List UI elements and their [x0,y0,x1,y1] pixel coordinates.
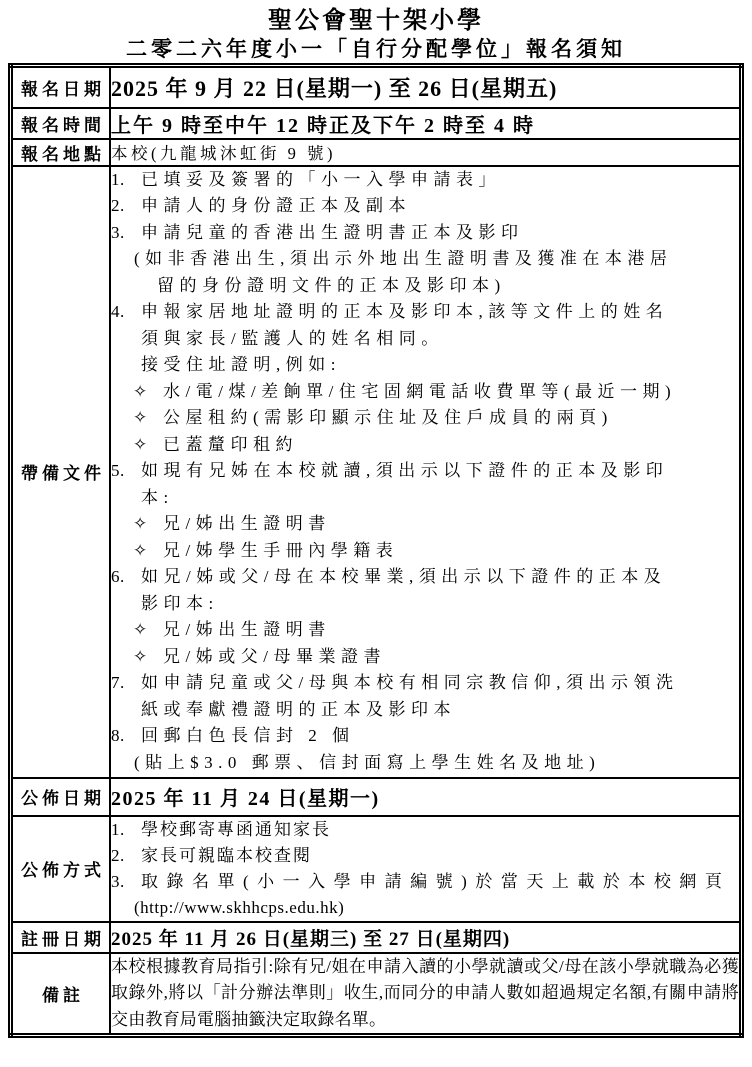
row-registration-time [11,108,742,139]
diamond-bullet-icon: ✧ [133,408,148,427]
line-text: (貼上$3.0 郵票、信封面寫上學生姓名及地址) [134,752,601,772]
line-text: 申報家居地址證明的正本及影印本,該等文件上的姓名 [141,302,669,321]
row-documents [11,166,742,778]
list-line [111,564,739,591]
list-line [111,299,739,326]
diamond-bullet-icon: ✧ [133,381,148,401]
line-text: 兄/姊出生證明書 [163,514,331,533]
diamond-bullet-icon: ✧ [133,434,148,454]
school-name-title: 聖公會聖十架小學 [268,8,484,34]
list-line [111,869,739,895]
row-registration-place [11,139,742,166]
line-text: 回郵白色長信封 2 個 [141,726,355,745]
list-line [111,405,739,432]
notice-subtitle: 二零二六年度小一「自行分配學位」報名須知 [126,37,626,61]
line-text: 兄/姊學生手冊內學籍表 [163,540,399,560]
list-line [111,817,739,843]
line-text: (http://www.skhhcps.edu.hk) [134,897,345,917]
registration-time-label: 報名時間 [11,108,111,139]
item-number: 1. [111,169,125,189]
line-text: 本: [141,487,174,507]
item-number: 4. [111,302,125,321]
row-registration-date [11,66,742,108]
line-text: 紙或奉獻禮證明的正本及影印本 [141,699,456,719]
list-line [111,193,739,220]
list-line [111,644,739,671]
diamond-bullet-icon: ✧ [133,540,148,560]
announcement-date-label: 公佈日期 [11,778,111,816]
list-line [111,458,739,485]
list-line [111,352,739,379]
list-line [111,485,739,512]
line-text: 影印本: [141,593,219,613]
diamond-bullet-icon: ✧ [133,514,148,533]
diamond-bullet-icon: ✧ [133,620,148,639]
line-text: 水/電/煤/差餉單/住宅固網電話收費單等(最近一期) [163,381,677,401]
announcement-method-list [110,816,742,922]
line-text: 學校郵寄專函通知家長 [141,819,331,839]
item-number: 1. [111,819,125,839]
diamond-bullet-icon: ✧ [133,646,148,666]
line-text: 須與家長/監護人的姓名相同。 [141,328,444,348]
registration-date-label: 報名日期 [11,66,111,108]
remarks-label: 備註 [11,953,111,1036]
item-number: 8. [111,726,125,745]
list-line [111,379,739,406]
line-text: 家長可親臨本校查閱 [141,845,312,865]
line-text: 已填妥及簽署的「小一入學申請表」 [141,169,501,189]
row-announcement-date [11,778,742,816]
list-line [111,670,739,697]
item-number: 5. [111,461,125,480]
notice-table [8,63,744,1038]
row-remarks [11,953,742,1036]
line-text: 兄/姊或父/母畢業證書 [163,646,386,666]
item-number: 2. [111,196,125,215]
announcement-date-value: 2025 年 11 月 24 日(星期一) [110,778,742,816]
list-line [111,750,739,777]
enrolment-date-label: 註冊日期 [11,922,111,953]
item-number: 2. [111,845,125,865]
registration-place-value: 本校(九龍城沐虹街 9 號) [110,139,742,166]
line-text: 已蓋釐印租約 [163,434,298,454]
row-enrolment-date [11,922,742,953]
list-line [111,511,739,538]
list-line [111,697,739,724]
list-line [111,167,739,194]
line-text: 如現有兄姊在本校就讀,須出示以下證件的正本及影印 [141,461,669,480]
registration-place-label: 報名地點 [11,139,111,166]
list-line [111,432,739,459]
line-text: 留的身份證明文件的正本及影印本) [157,275,506,295]
registration-time-value: 上午 9 時至中午 12 時正及下午 2 時至 4 時 [110,108,742,139]
item-number: 6. [111,567,125,586]
list-line [111,326,739,353]
list-line [111,723,739,750]
item-number: 3. [111,871,125,891]
line-text: 如兄/姊或父/母在本校畢業,須出示以下證件的正本及 [141,567,667,586]
line-text: 申請兒童的香港出生證明書正本及影印 [141,222,524,242]
documents-list [110,166,742,778]
row-announcement-method [11,816,742,922]
line-text: 接受住址證明,例如: [141,355,341,374]
line-text: 取錄名單(小一入學申請編號)於當天上載於本校網頁 [141,871,731,891]
list-line [111,591,739,618]
line-text: 申請人的身份證正本及副本 [141,196,411,215]
list-line [111,273,739,300]
list-line [111,538,739,565]
item-number: 7. [111,673,125,692]
list-line [111,220,739,247]
line-text: 如申請兒童或父/母與本校有相同宗教信仰,須出示領洗 [141,673,679,692]
item-number: 3. [111,222,125,242]
list-line [111,895,739,921]
registration-date-value: 2025 年 9 月 22 日(星期一) 至 26 日(星期五) [110,66,742,108]
announcement-method-label: 公佈方式 [11,816,111,922]
list-line [111,843,739,869]
remarks-text: 本校根據教育局指引:除有兄/姐在申請入讀的小學就讀或父/母在該小學就職為必獲取錄外,將以「計分辦法準則」收生,而同分的申請人數如超過規定名額,有關申請將交由教育局電腦抽籤決定取錄名單。 [110,953,742,1036]
enrolment-date-value: 2025 年 11 月 26 日(星期三) 至 27 日(星期四) [110,922,742,953]
documents-label: 帶備文件 [11,166,111,778]
list-line [111,617,739,644]
list-line [111,246,739,273]
line-text: (如非香港出生,須出示外地出生證明書及獲准在本港居 [134,249,673,268]
line-text: 公屋租約(需影印顯示住址及住戶成員的兩頁) [163,408,613,427]
line-text: 兄/姊出生證明書 [163,620,331,639]
